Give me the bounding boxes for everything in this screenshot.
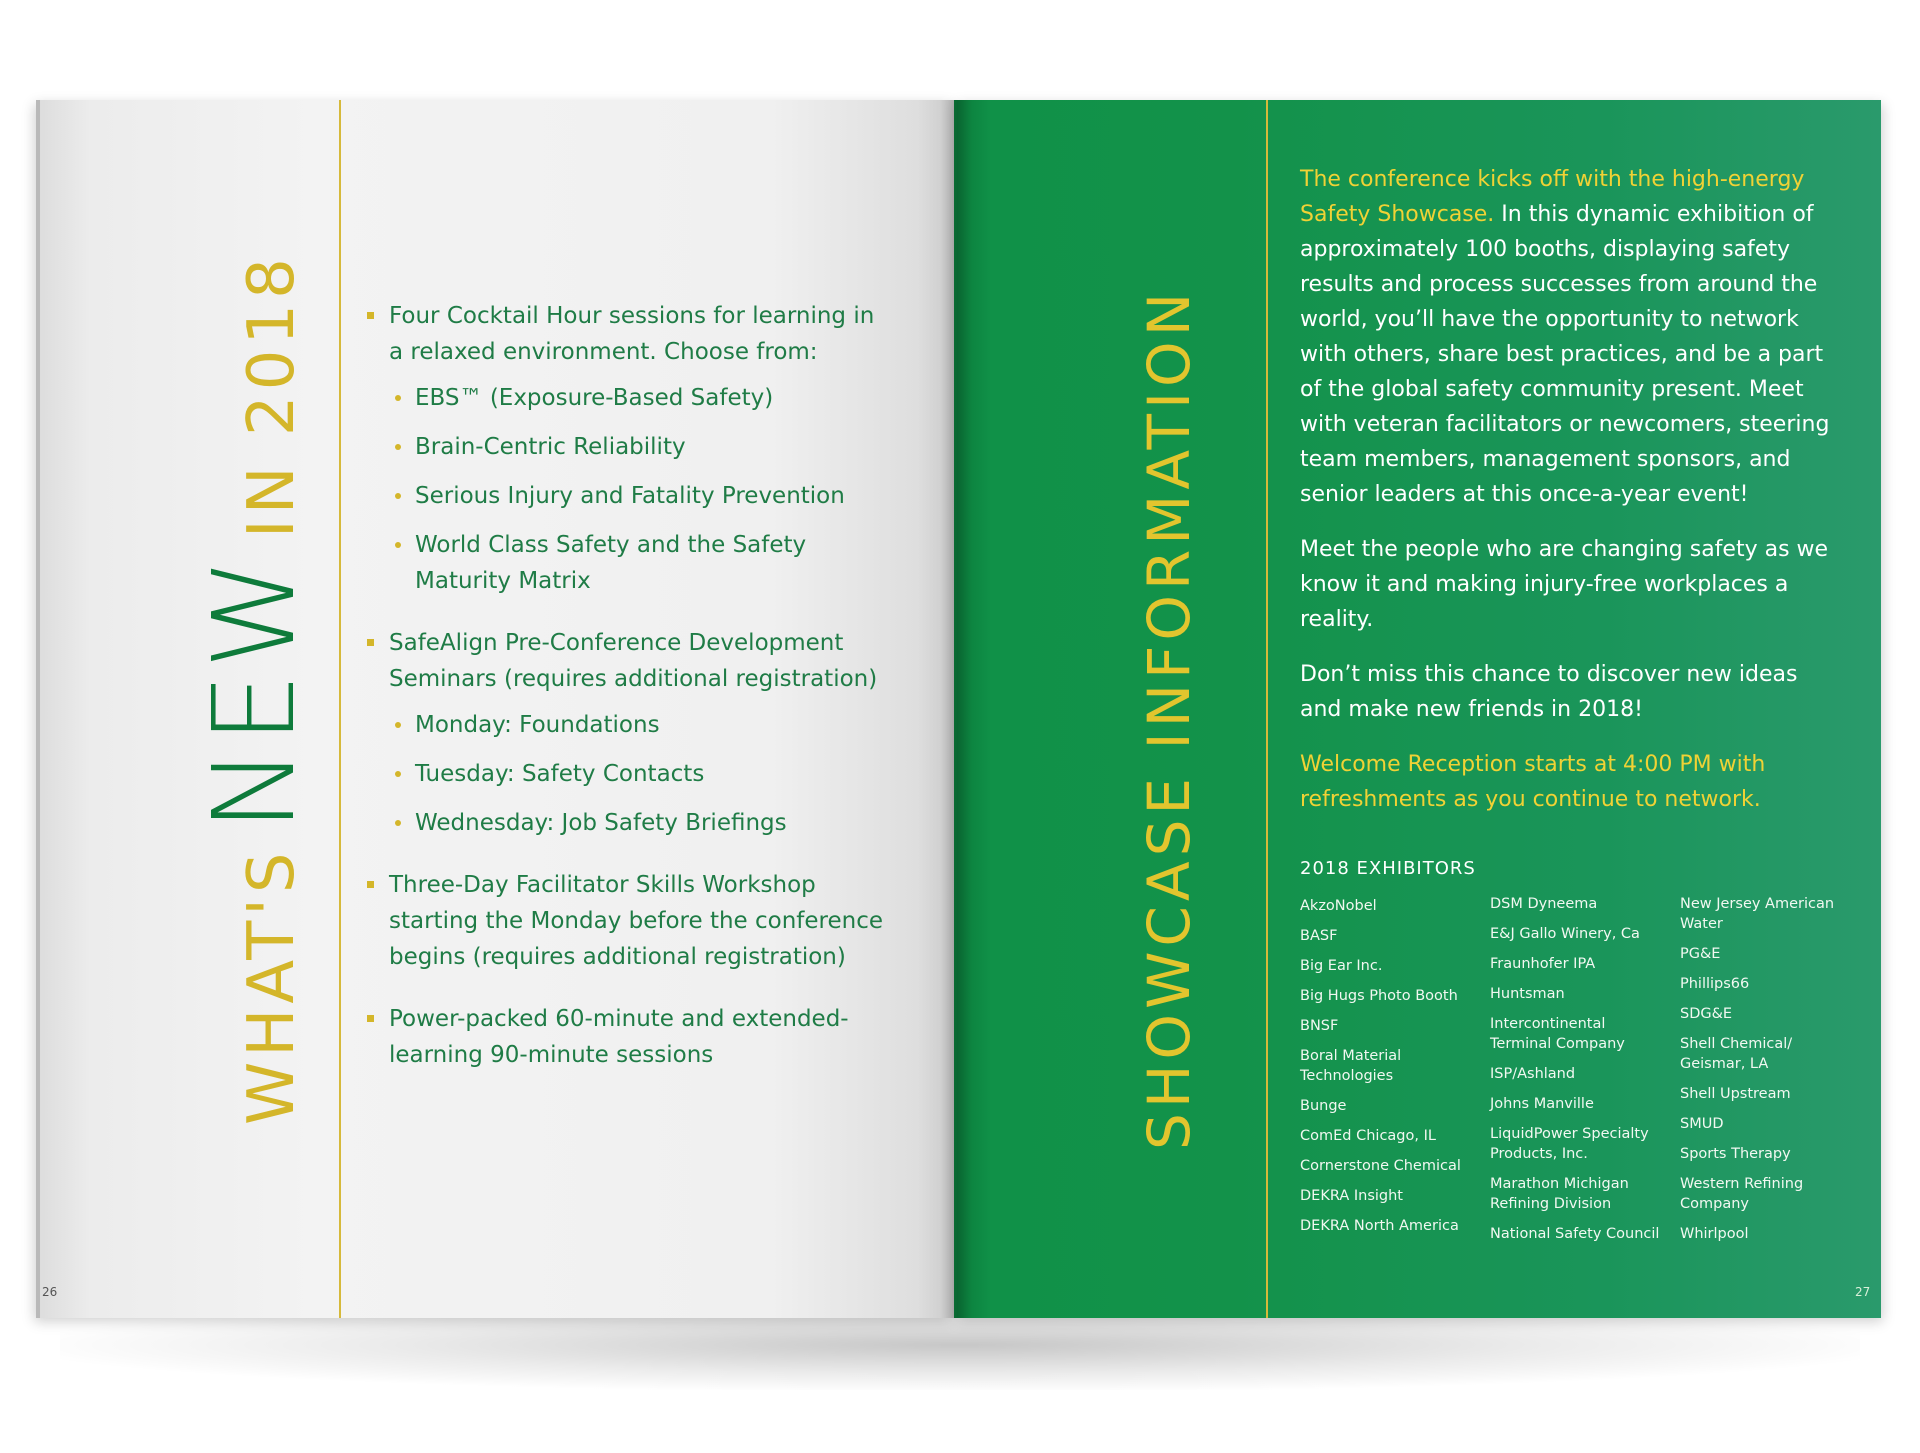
exhibitor-name: Big Hugs Photo Booth: [1300, 988, 1458, 1004]
heading-prefix: WHAT'S: [235, 847, 309, 1125]
list-item: [365, 867, 885, 975]
intro-paragraph: [1300, 162, 1840, 512]
exhibitor-name: Johns Manville: [1490, 1096, 1594, 1112]
sub-list-item: EBS™ (Exposure-Based Safety): [389, 380, 885, 416]
exhibitor-name: SDG&E: [1680, 1006, 1733, 1022]
list-item-text: Four Cocktail Hour sessions for learning in a relaxed environment. Choose from:: [389, 303, 875, 365]
exhibitor-name: DEKRA Insight: [1300, 1188, 1403, 1204]
exhibitor-name: SMUD: [1680, 1116, 1724, 1132]
exhibitor-name: Shell Chemical/ Geismar, LA: [1680, 1036, 1793, 1072]
list-item: [365, 1001, 885, 1073]
exhibitor-name: Western Refining Company: [1680, 1176, 1804, 1212]
sub-list-item: World Class Safety and the Safety Maturity Matrix: [389, 527, 885, 599]
exhibitor-name: Fraunhofer IPA: [1490, 956, 1596, 972]
page-number-right: 27: [1855, 1285, 1871, 1299]
left-divider-rule: [339, 100, 341, 1318]
exhibitor-name: Intercontinental Terminal Company: [1490, 1016, 1625, 1052]
whats-new-heading: [190, 253, 320, 1125]
exhibitor-name: National Safety Council: [1490, 1226, 1660, 1242]
sub-list-item: Serious Injury and Fatality Prevention: [389, 478, 885, 514]
exhibitor-name: Cornerstone Chemical: [1300, 1158, 1461, 1174]
sub-list: [389, 380, 885, 599]
page-edge: [36, 100, 40, 1318]
exhibitor-name: PG&E: [1680, 946, 1721, 962]
exhibitor-name: AkzoNobel: [1300, 898, 1377, 914]
exhibitor-name: Whirlpool: [1680, 1226, 1749, 1242]
exhibitors-column-2: [1490, 894, 1670, 1254]
sub-list-item: Monday: Foundations: [389, 707, 885, 743]
sub-list: [389, 707, 885, 841]
right-divider-rule: [1266, 100, 1268, 1318]
exhibitor-name: Bunge: [1300, 1098, 1347, 1114]
list-item-text: Three-Day Facilitator Skills Workshop starting the Monday before the conference begins (requires additional registration): [389, 872, 884, 970]
exhibitor-name: Big Ear Inc.: [1300, 958, 1383, 974]
exhibitor-name: Shell Upstream: [1680, 1086, 1791, 1102]
showcase-body: [1300, 162, 1840, 837]
paragraph-2: Meet the people who are changing safety as we know it and making injury-free workplaces a reality.: [1300, 537, 1829, 632]
whats-new-list: [365, 298, 885, 1099]
list-item: [365, 298, 885, 599]
exhibitor-name: Boral Material Technologies: [1300, 1048, 1402, 1084]
exhibitor-name: Marathon Michigan Refining Division: [1490, 1176, 1629, 1212]
exhibitors-column-1: [1300, 896, 1480, 1246]
reception-paragraph: Welcome Reception starts at 4:00 PM with refreshments as you continue to network.: [1300, 752, 1766, 812]
exhibitor-name: E&J Gallo Winery, Ca: [1490, 926, 1640, 942]
list-item-text: Power-packed 60-minute and extended-learning 90-minute sessions: [389, 1006, 849, 1068]
exhibitor-name: BASF: [1300, 928, 1338, 944]
sub-list-item: Brain-Centric Reliability: [389, 429, 885, 465]
heading-new: NEW: [190, 554, 320, 832]
exhibitor-name: BNSF: [1300, 1018, 1339, 1034]
page-number-left: 26: [42, 1285, 58, 1299]
exhibitor-name: Huntsman: [1490, 986, 1565, 1002]
exhibitor-name: ISP/Ashland: [1490, 1066, 1576, 1082]
exhibitor-name: ComEd Chicago, IL: [1300, 1128, 1436, 1144]
exhibitors-title: 2018 EXHIBITORS: [1300, 858, 1476, 879]
exhibitors-column-3: [1680, 894, 1860, 1254]
list-item: [365, 625, 885, 841]
book-spine: [940, 100, 972, 1318]
intro-highlight: The conference kicks off with the high-energy Safety Showcase.: [1300, 167, 1805, 227]
exhibitor-name: LiquidPower Specialty Products, Inc.: [1490, 1126, 1649, 1162]
exhibitor-name: Sports Therapy: [1680, 1146, 1791, 1162]
exhibitor-name: Phillips66: [1680, 976, 1750, 992]
showcase-heading: SHOWCASE INFORMATION: [1135, 287, 1203, 1150]
heading-suffix: IN 2018: [235, 253, 309, 539]
exhibitor-name: New Jersey American Water: [1680, 896, 1835, 932]
exhibitor-name: DEKRA North America: [1300, 1218, 1459, 1234]
sub-list-item: Tuesday: Safety Contacts: [389, 756, 885, 792]
list-item-text: SafeAlign Pre-Conference Development Seminars (requires additional registration): [389, 630, 878, 692]
sub-list-item: Wednesday: Job Safety Briefings: [389, 805, 885, 841]
exhibitor-name: DSM Dyneema: [1490, 896, 1598, 912]
intro-rest: In this dynamic exhibition of approximately 100 booths, displaying safety results and process successes from around the world, you’ll have the opportunity to network with others, share best practices, and be a part of the global safety community present. Meet with veteran facilitators or newcomers, steering team members, management sponsors, and senior leaders at this once-a-year event!: [1300, 202, 1830, 507]
paragraph-3: Don’t miss this chance to discover new ideas and make new friends in 2018!: [1300, 662, 1798, 722]
